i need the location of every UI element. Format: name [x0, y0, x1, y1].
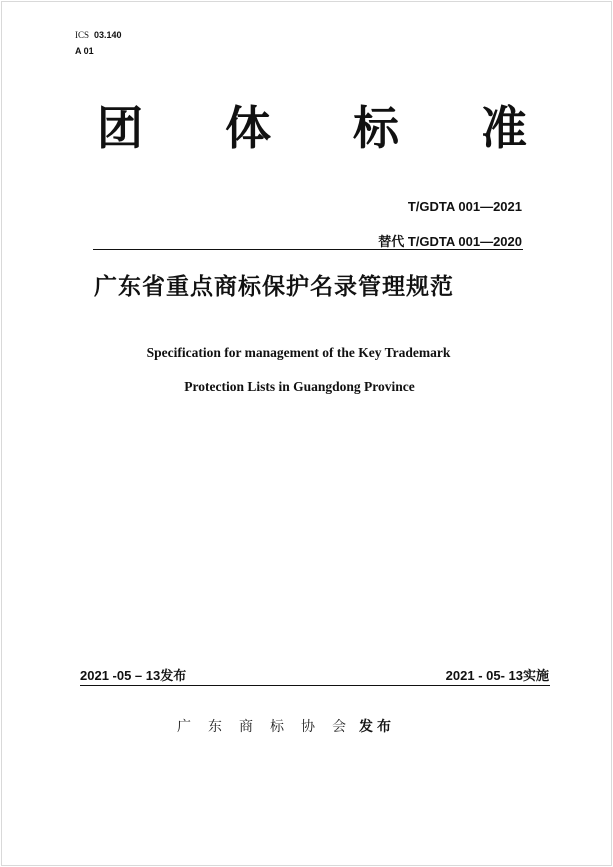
category-char: 体	[225, 101, 271, 155]
category-char: 准	[481, 101, 527, 155]
standard-category-title	[97, 100, 527, 156]
publisher-line	[177, 716, 395, 736]
standard-title-en-line2: Protection Lists in Guangdong Province	[184, 379, 415, 394]
standard-title-cn: 广东省重点商标保护名录管理规范	[94, 274, 454, 300]
issue-date: 2021 -05 – 13发布	[80, 668, 187, 683]
header-divider	[93, 249, 523, 250]
publisher-verb: 发布	[359, 719, 395, 735]
category-char: 团	[97, 101, 143, 155]
category-char: 标	[353, 101, 399, 155]
replaced-standard: 替代 T/GDTA 001—2020	[378, 234, 522, 249]
ics-label: ICS	[75, 30, 90, 40]
ccs-code: A 01	[75, 46, 94, 56]
footer-divider	[80, 685, 550, 686]
ics-code: 03.140	[94, 30, 122, 40]
implementation-date: 2021 - 05- 13实施	[445, 668, 549, 683]
standard-title-en-line1: Specification for management of the Key Trademark	[146, 345, 451, 360]
publisher-organization: 广东商标协会	[177, 719, 363, 735]
standard-number: T/GDTA 001—2021	[407, 199, 522, 214]
ics-code-line	[75, 29, 122, 41]
